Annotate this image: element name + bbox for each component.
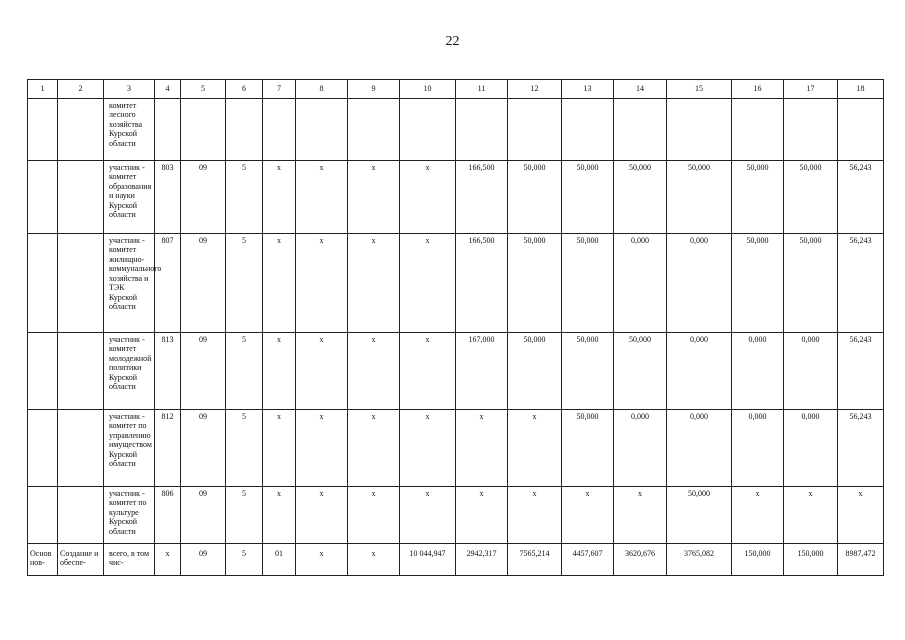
table-cell (562, 99, 614, 161)
cell-participant: участник - комитет жилищно-коммунального хозяйства и ТЭК Курской области (104, 234, 155, 333)
table-cell: x (400, 234, 456, 333)
cell-event-name (58, 99, 104, 161)
table-cell: x (400, 410, 456, 487)
cell-main-event (28, 410, 58, 487)
table-cell: 56,243 (838, 410, 884, 487)
table-cell: 150,000 (784, 544, 838, 576)
table-cell: 0,000 (784, 410, 838, 487)
table-cell: x (838, 487, 884, 544)
table-cell: 8987,472 (838, 544, 884, 576)
cell-participant: комитет лесного хозяйства Курской области (104, 99, 155, 161)
table-cell: 50,000 (614, 333, 667, 410)
table-cell: 10 044,947 (400, 544, 456, 576)
column-header: 5 (181, 80, 226, 99)
table-row (28, 333, 884, 410)
table-cell: x (296, 410, 348, 487)
table-cell: 0,000 (667, 333, 732, 410)
budget-table (27, 79, 884, 576)
table-cell: x (456, 410, 508, 487)
table-cell: x (456, 487, 508, 544)
table-cell: x (348, 333, 400, 410)
cell-event-name (58, 487, 104, 544)
table-cell: x (296, 544, 348, 576)
table-cell: x (400, 487, 456, 544)
table-cell: 50,000 (562, 234, 614, 333)
table-cell: x (296, 487, 348, 544)
table-cell: 5 (226, 544, 263, 576)
table-cell: 5 (226, 234, 263, 333)
column-header: 3 (104, 80, 155, 99)
table-cell: 5 (226, 487, 263, 544)
table-cell: 56,243 (838, 333, 884, 410)
cell-main-event: Основ нов- (28, 544, 58, 576)
column-header: 2 (58, 80, 104, 99)
table-cell (667, 99, 732, 161)
table-cell (838, 99, 884, 161)
table-cell (348, 99, 400, 161)
cell-main-event (28, 161, 58, 234)
table-cell: 0,000 (784, 333, 838, 410)
table-row (28, 234, 884, 333)
table-cell: 166,500 (456, 161, 508, 234)
cell-event-name (58, 333, 104, 410)
cell-main-event (28, 99, 58, 161)
column-header: 4 (155, 80, 181, 99)
table-cell: x (263, 234, 296, 333)
table-cell: 09 (181, 161, 226, 234)
table-cell (181, 99, 226, 161)
cell-main-event (28, 487, 58, 544)
column-header: 9 (348, 80, 400, 99)
table-cell: 2942,317 (456, 544, 508, 576)
table-cell: 09 (181, 333, 226, 410)
table-cell: x (296, 234, 348, 333)
column-header: 14 (614, 80, 667, 99)
table-cell: x (614, 487, 667, 544)
table-cell: 3765,082 (667, 544, 732, 576)
table-cell: 5 (226, 161, 263, 234)
table-cell: 166,500 (456, 234, 508, 333)
table-cell: x (784, 487, 838, 544)
table-cell: 56,243 (838, 234, 884, 333)
table-cell (614, 99, 667, 161)
table-cell: 3620,676 (614, 544, 667, 576)
table-cell: 0,000 (667, 410, 732, 487)
table-cell: 5 (226, 410, 263, 487)
table-cell: x (348, 161, 400, 234)
table-cell: x (732, 487, 784, 544)
table-cell: 50,000 (732, 234, 784, 333)
table-cell: x (296, 333, 348, 410)
column-header: 11 (456, 80, 508, 99)
table-cell: x (263, 410, 296, 487)
table-row (28, 410, 884, 487)
table-cell: x (400, 161, 456, 234)
table-cell: 0,000 (732, 333, 784, 410)
table-cell (400, 99, 456, 161)
table-cell: 167,000 (456, 333, 508, 410)
table-cell: 50,000 (667, 487, 732, 544)
table-cell (155, 99, 181, 161)
cell-event-name: Создание и обеспе- (58, 544, 104, 576)
table-cell: x (263, 161, 296, 234)
cell-event-name (58, 234, 104, 333)
table-cell: 09 (181, 234, 226, 333)
table-cell: x (400, 333, 456, 410)
table-cell: x (263, 333, 296, 410)
table-cell: x (296, 161, 348, 234)
table-cell: x (508, 410, 562, 487)
cell-participant: участник - комитет молодежной политики Курской области (104, 333, 155, 410)
table-cell: x (348, 234, 400, 333)
table-row (28, 487, 884, 544)
table-row (28, 161, 884, 234)
table-cell (732, 99, 784, 161)
table-cell (456, 99, 508, 161)
column-header: 12 (508, 80, 562, 99)
table-cell: 01 (263, 544, 296, 576)
cell-participant: всего, в том чис- (104, 544, 155, 576)
table-cell: 09 (181, 410, 226, 487)
cell-participant: участник - комитет по управлению имуществом Курской области (104, 410, 155, 487)
table-cell: 807 (155, 234, 181, 333)
table-cell: 50,000 (508, 234, 562, 333)
column-header: 18 (838, 80, 884, 99)
table-cell: x (348, 544, 400, 576)
table-cell: x (348, 410, 400, 487)
table-cell (784, 99, 838, 161)
table-cell: 09 (181, 544, 226, 576)
table-cell: 0,000 (667, 234, 732, 333)
table-cell: 0,000 (732, 410, 784, 487)
page-number: 22 (445, 34, 460, 49)
table-cell: x (263, 487, 296, 544)
column-header: 13 (562, 80, 614, 99)
column-header: 17 (784, 80, 838, 99)
column-header: 6 (226, 80, 263, 99)
table-cell: 0,000 (614, 234, 667, 333)
table-cell: x (348, 487, 400, 544)
table-cell: 50,000 (784, 161, 838, 234)
column-header: 15 (667, 80, 732, 99)
table-cell (296, 99, 348, 161)
table-cell: 56,243 (838, 161, 884, 234)
table-cell: 50,000 (667, 161, 732, 234)
table-row (28, 544, 884, 576)
table-cell (226, 99, 263, 161)
table-cell (263, 99, 296, 161)
header-row (28, 80, 884, 99)
table-cell: 5 (226, 333, 263, 410)
table-cell: 806 (155, 487, 181, 544)
table-cell: 50,000 (784, 234, 838, 333)
table-cell: 09 (181, 487, 226, 544)
table-cell: 812 (155, 410, 181, 487)
table-cell: 0,000 (614, 410, 667, 487)
table-cell: 50,000 (732, 161, 784, 234)
table-cell: 50,000 (562, 333, 614, 410)
cell-main-event (28, 333, 58, 410)
table-cell: x (508, 487, 562, 544)
table-cell: 803 (155, 161, 181, 234)
column-header: 1 (28, 80, 58, 99)
table-cell: 50,000 (508, 161, 562, 234)
table-cell: x (562, 487, 614, 544)
column-header: 7 (263, 80, 296, 99)
cell-participant: участник - комитет по культуре Курской области (104, 487, 155, 544)
table-row (28, 99, 884, 161)
table-cell: 50,000 (508, 333, 562, 410)
column-header: 16 (732, 80, 784, 99)
table-cell: 50,000 (562, 161, 614, 234)
cell-event-name (58, 161, 104, 234)
table-cell (508, 99, 562, 161)
table-cell: 7565,214 (508, 544, 562, 576)
table-cell: 4457,607 (562, 544, 614, 576)
table-cell: x (155, 544, 181, 576)
cell-event-name (58, 410, 104, 487)
column-header: 10 (400, 80, 456, 99)
cell-participant: участник - комитет образования и науки Курской области (104, 161, 155, 234)
table-cell: 150,000 (732, 544, 784, 576)
column-header: 8 (296, 80, 348, 99)
cell-main-event (28, 234, 58, 333)
table-cell: 50,000 (614, 161, 667, 234)
table-body (28, 99, 884, 576)
table-cell: 813 (155, 333, 181, 410)
table-cell: 50,000 (562, 410, 614, 487)
